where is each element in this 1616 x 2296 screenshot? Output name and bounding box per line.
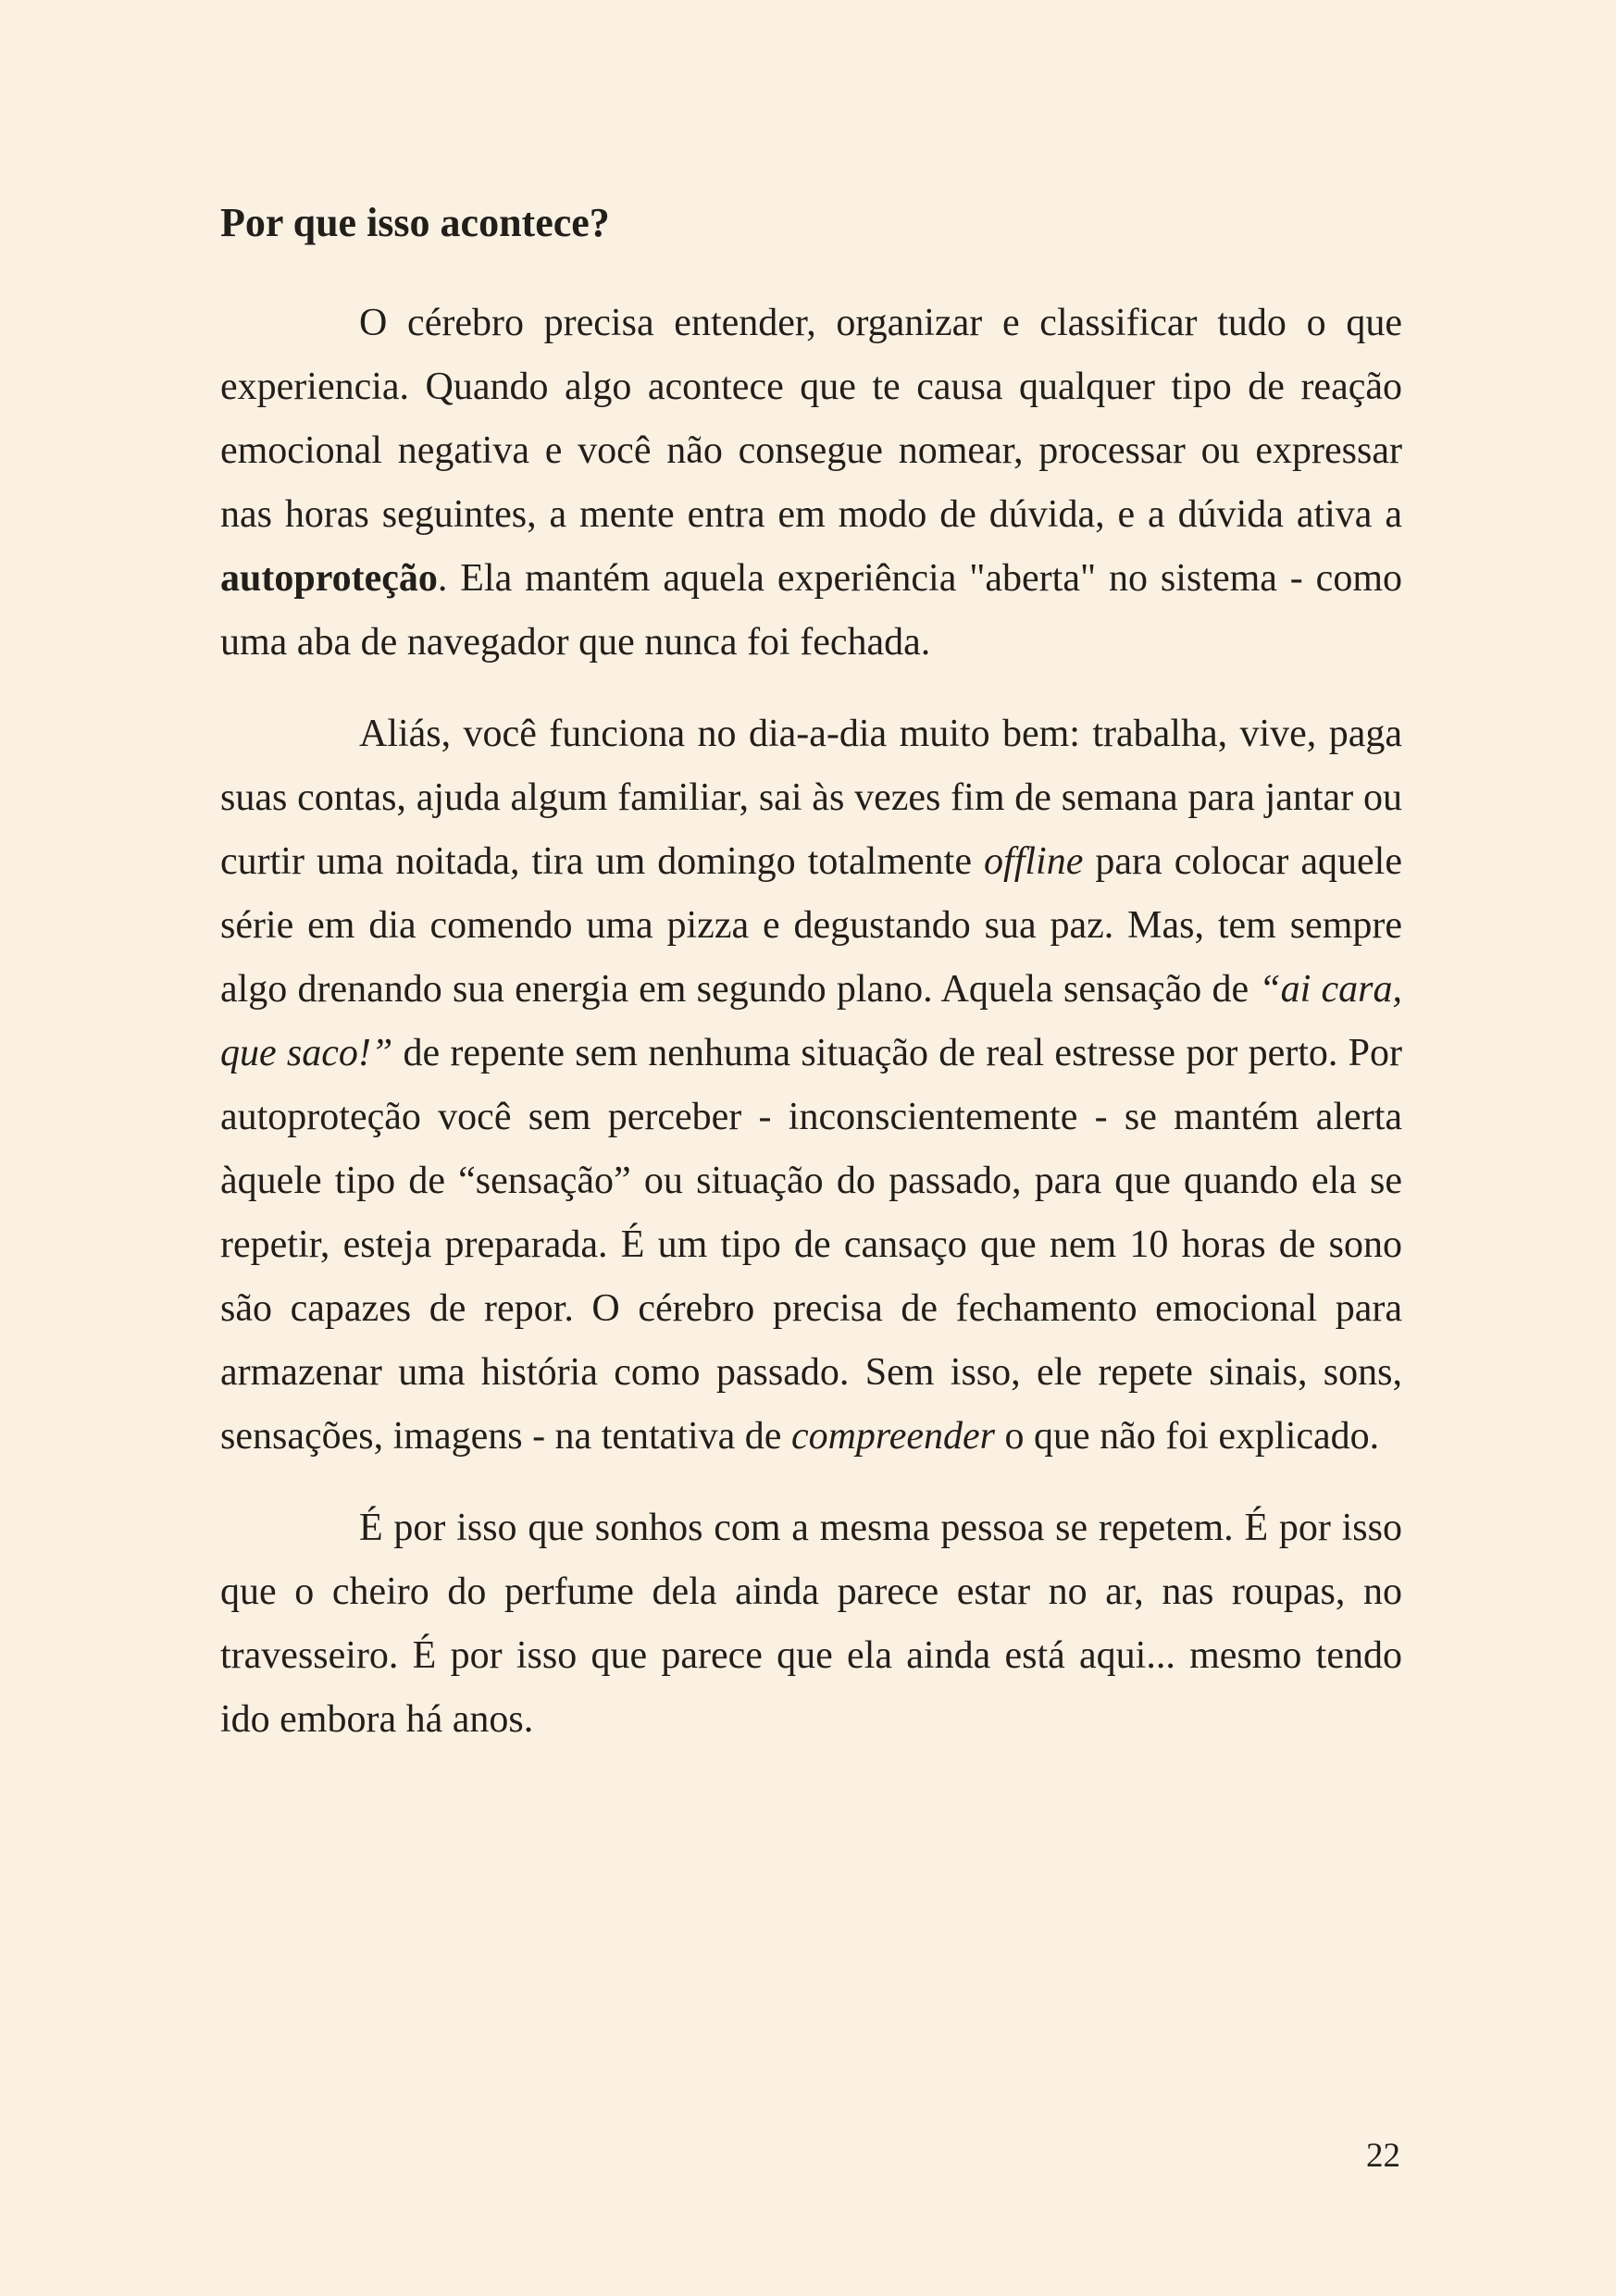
text-run: para colocar aquele série em dia comendo uma pizza e degustando sua paz. Mas, tem sempre algo drenando sua energia em segundo plano. Aquela sensação de (220, 840, 1402, 1011)
text-run-italic: “ai cara, que saco!” (220, 968, 1403, 1075)
text-run: É por isso que sonhos com a mesma pessoa se repetem. É por isso que o cheiro do perfume dela ainda parece estar no ar, nas roupas, no travesseiro. É por isso que parece que ela ainda está aqui... mesmo tendo ido embora há anos. (220, 1507, 1402, 1742)
text-run: de repente sem nenhuma situação de real estresse por perto. Por autoproteção você sem perceber - inconscientemente - se mantém alerta àquele tipo de “sensação” ou situação do passado, para que quando ela se repetir, esteja preparada. É um tipo de cansaço que nem 10 horas de sono são capazes de repor. O cérebro precisa de fechamento emocional para armazenar uma história como passado. Sem isso, ele repete sinais, sons, sensações, imagens - na tentativa de (220, 1032, 1402, 1458)
paragraph (220, 702, 1402, 1469)
paragraph (220, 1496, 1402, 1752)
text-run: O cérebro precisa entender, organizar e classificar tudo o que experiencia. Quando algo acontece que te causa qualquer tipo de reação emocional negativa e você não consegue nomear, processar ou expressar nas horas seguintes, a mente entra em modo de dúvida, e a dúvida ativa a (220, 302, 1402, 537)
text-run: Aliás, você funciona no dia-a-dia muito bem: trabalha, vive, paga suas contas, ajuda algum familiar, sai às vezes fim de semana para jantar ou curtir uma noitada, tira um domingo totalmente (220, 713, 1402, 884)
text-run: . Ela mantém aquela experiência "aberta" no sistema - como uma aba de navegador que nunca foi fechada. (220, 557, 1402, 664)
paragraph (220, 292, 1402, 675)
page-number: 22 (1366, 2137, 1400, 2175)
text-run-italic: compreender (790, 1415, 995, 1458)
text-run-bold: autoproteção (220, 557, 438, 601)
text-run: o que não foi explicado. (994, 1415, 1380, 1458)
text-run-italic: offline (984, 840, 1084, 884)
page-footer (1366, 2136, 1400, 2176)
section-heading: Por que isso acontece? (220, 200, 610, 245)
